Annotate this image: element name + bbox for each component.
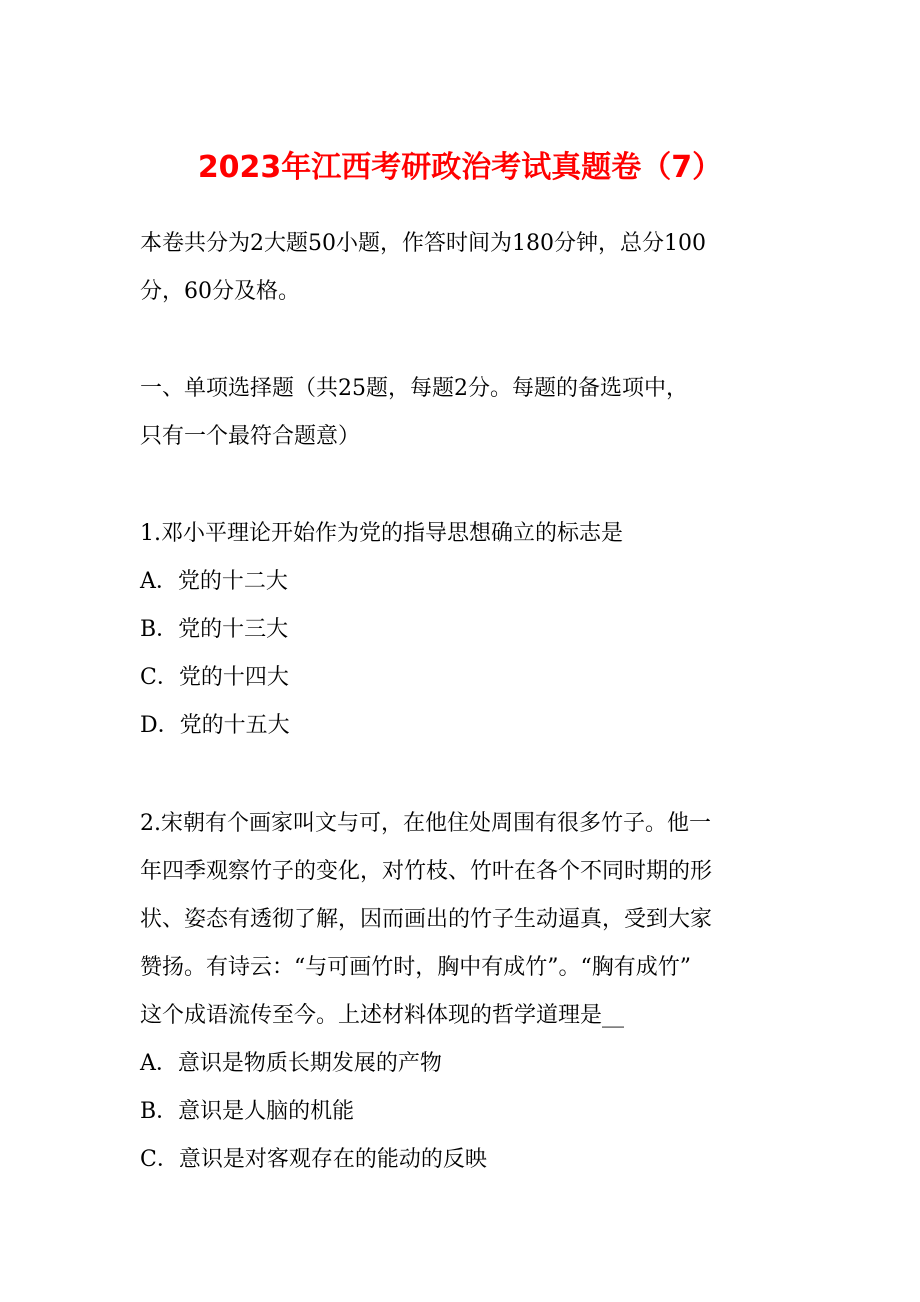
option-b: B．意识是人脑的机能 xyxy=(140,1099,355,1124)
question-1 xyxy=(140,510,790,750)
question-stem: 这个成语流传至今。上述材料体现的哲学道理是__ xyxy=(140,1003,625,1028)
section-heading-line: 只有一个最符合题意） xyxy=(140,424,361,449)
exam-intro xyxy=(140,220,790,316)
option-d: D．党的十五大 xyxy=(140,713,290,738)
section-heading xyxy=(140,365,790,461)
question-stem: 状、姿态有透彻了解，因而画出的竹子生动逼真，受到大家 xyxy=(140,907,713,932)
question-stem: 年四季观察竹子的变化，对竹枝、竹叶在各个不同时期的形 xyxy=(140,859,713,884)
intro-line: 分，60分及格。 xyxy=(140,279,300,304)
option-a: A．意识是物质长期发展的产物 xyxy=(140,1051,442,1076)
question-stem: 赞扬。有诗云：“与可画竹时，胸中有成竹”。“胸有成竹” xyxy=(140,955,691,980)
option-a: A．党的十二大 xyxy=(140,569,288,594)
document-title: 2023年江西考研政治考试真题卷（7） xyxy=(197,150,723,185)
option-b: B．党的十三大 xyxy=(140,617,289,642)
section-heading-line: 一、单项选择题（共25题，每题2分。每题的备选项中， xyxy=(140,376,688,401)
question-stem: 1.邓小平理论开始作为党的指导思想确立的标志是 xyxy=(140,521,623,546)
intro-line: 本卷共分为2大题50小题，作答时间为180分钟，总分100 xyxy=(140,231,706,256)
question-2 xyxy=(140,800,790,1184)
option-c: C．党的十四大 xyxy=(140,665,289,690)
option-c: C．意识是对客观存在的能动的反映 xyxy=(140,1147,487,1172)
question-stem: 2.宋朝有个画家叫文与可，在他住处周围有很多竹子。他一 xyxy=(140,811,711,836)
